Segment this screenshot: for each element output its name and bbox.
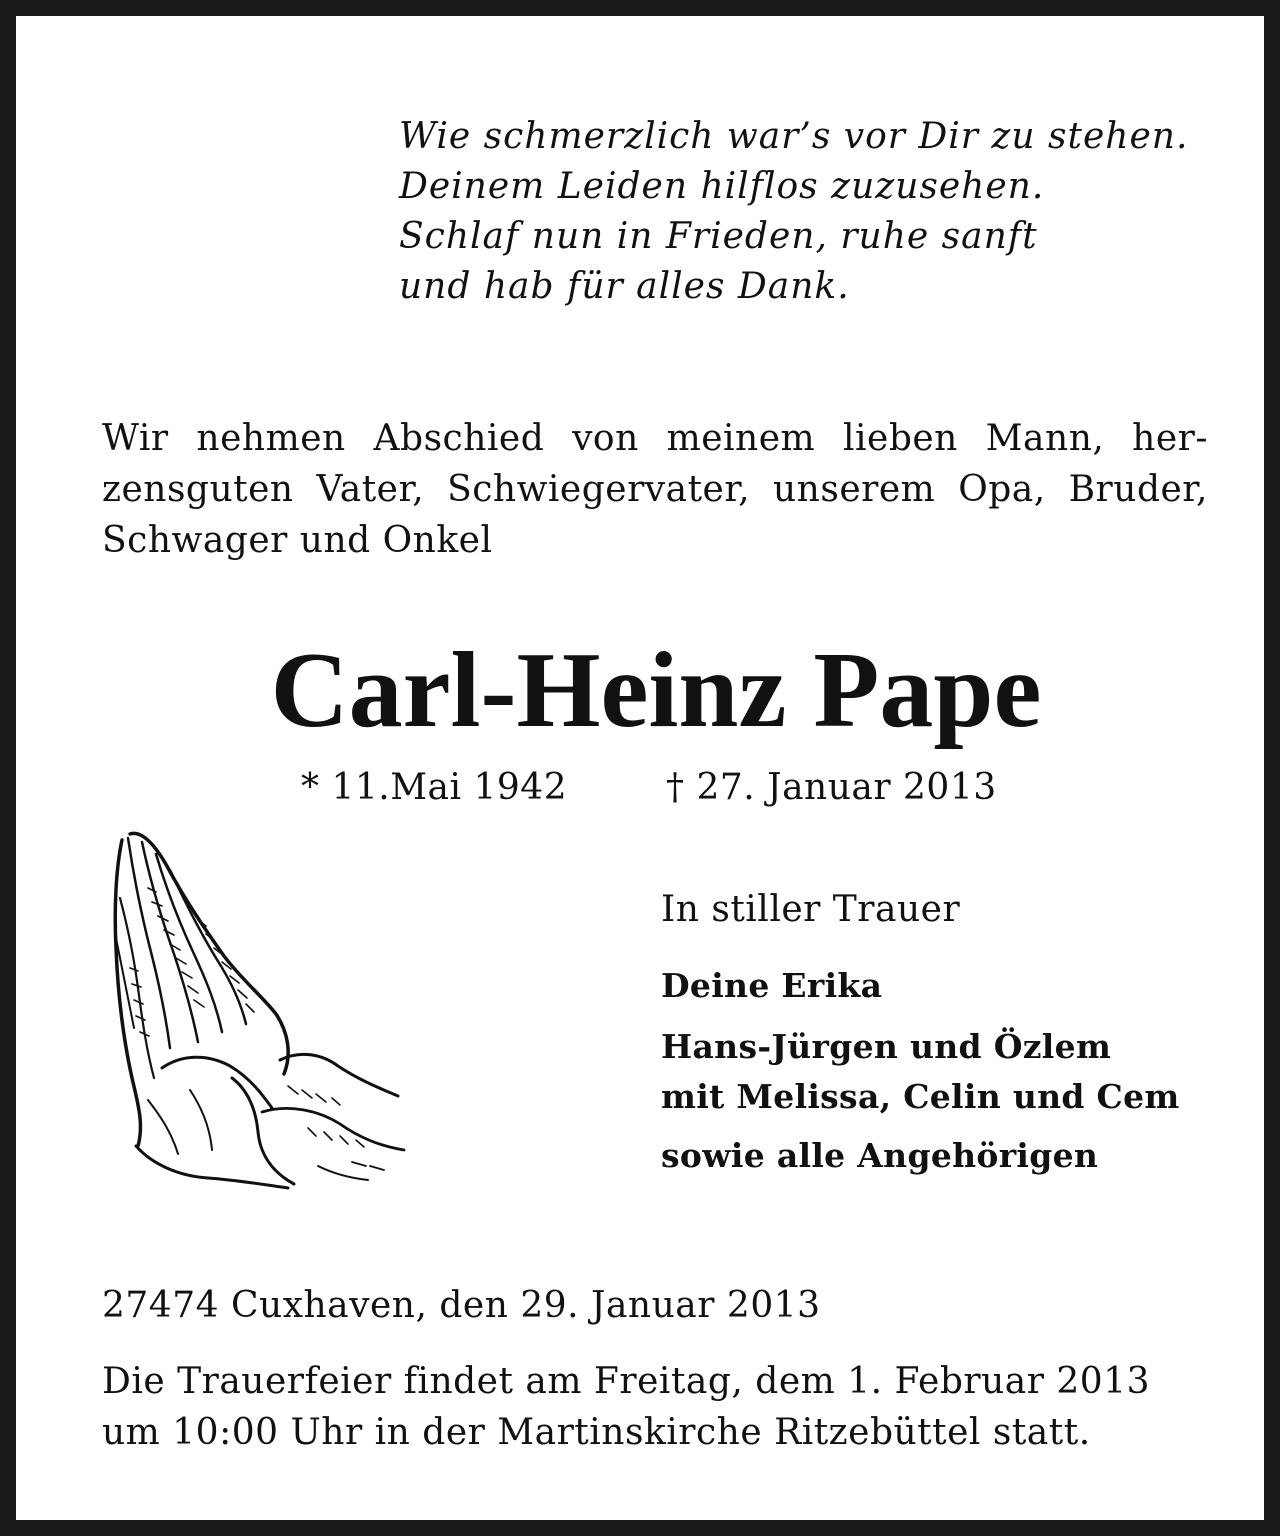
intro-line: Wir nehmen Abschied von meinem lieben Mann, her-	[102, 418, 1208, 459]
praying-hands-icon	[112, 828, 412, 1198]
place-and-date: 27474 Cuxhaven, den 29. Januar 2013	[102, 1285, 821, 1326]
intro-line: Schwager und Onkel	[102, 520, 493, 561]
mourner-spouse: Deine Erika	[661, 966, 883, 1005]
memorial-verse	[399, 112, 1249, 312]
verse-line: und hab für alles Dank.	[399, 266, 850, 307]
service-line: Die Trauerfeier findet am Freitag, dem 1. Februar 2013	[102, 1361, 1151, 1402]
verse-line: Schlaf nun in Frieden, ruhe sanft	[399, 216, 1038, 257]
deceased-name: Carl-Heinz Pape	[270, 631, 1042, 750]
verse-line: Wie schmerzlich war’s vor Dir zu stehen.	[399, 116, 1189, 157]
death-date: † 27. Januar 2013	[666, 767, 997, 808]
funeral-service-info	[102, 1356, 1208, 1458]
mourners-block	[661, 886, 1241, 1181]
birth-date: * 11.Mai 1942	[301, 767, 568, 808]
mourner-family-children: mit Melissa, Celin und Cem	[661, 1077, 1180, 1116]
verse-line: Deinem Leiden hilflos zuzusehen.	[399, 166, 1045, 207]
mourner-relatives: sowie alle Angehörigen	[661, 1136, 1099, 1175]
intro-line: zensguten Vater, Schwiegervater, unserem Opa, Bruder,	[102, 469, 1208, 510]
mourning-heading: In stiller Trauer	[661, 889, 961, 930]
farewell-intro	[102, 413, 1208, 566]
mourner-family: Hans-Jürgen und Özlem	[661, 1027, 1112, 1066]
service-line: um 10:00 Uhr in der Martinskirche Ritzebüttel statt.	[102, 1412, 1091, 1453]
